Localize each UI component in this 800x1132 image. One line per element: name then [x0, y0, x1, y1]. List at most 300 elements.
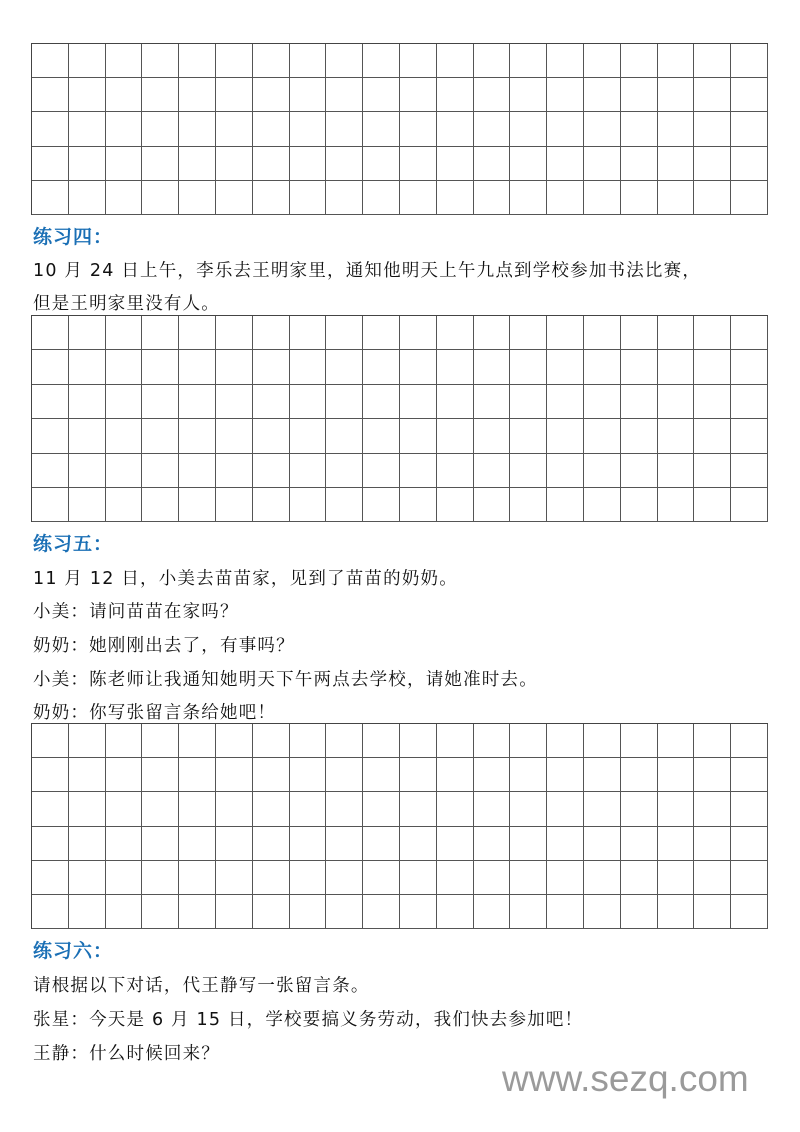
grid-cell: [216, 724, 253, 758]
grid-cell: [106, 454, 143, 488]
grid-cell: [216, 385, 253, 419]
grid-cell: [400, 861, 437, 895]
grid-cell: [658, 419, 695, 453]
grid-cell: [69, 78, 106, 112]
grid-cell: [621, 385, 658, 419]
grid-cell: [584, 44, 621, 78]
grid-cell: [621, 861, 658, 895]
grid-cell: [142, 350, 179, 384]
grid-cell: [69, 724, 106, 758]
grid-cell: [326, 147, 363, 181]
grid-cell: [69, 44, 106, 78]
grid-cell: [216, 895, 253, 929]
grid-cell: [253, 895, 290, 929]
grid-cell: [437, 181, 474, 215]
grid-cell: [437, 316, 474, 350]
grid-cell: [69, 419, 106, 453]
grid-cell: [32, 181, 69, 215]
grid-cell: [547, 758, 584, 792]
grid-cell: [253, 147, 290, 181]
exercise-4-line-2: 但是王明家里没有人。: [33, 294, 220, 314]
grid-cell: [658, 827, 695, 861]
grid-cell: [179, 44, 216, 78]
grid-cell: [437, 827, 474, 861]
watermark: www.sezq.com: [502, 1058, 749, 1099]
grid-cell: [731, 454, 768, 488]
grid-cell: [142, 827, 179, 861]
grid-cell: [253, 78, 290, 112]
grid-cell: [363, 758, 400, 792]
grid-cell: [363, 147, 400, 181]
grid-cell: [69, 385, 106, 419]
grid-cell: [69, 827, 106, 861]
grid-cell: [142, 44, 179, 78]
grid-cell: [547, 827, 584, 861]
grid-cell: [290, 827, 327, 861]
grid-cell: [658, 861, 695, 895]
grid-cell: [253, 758, 290, 792]
grid-cell: [510, 44, 547, 78]
grid-cell: [216, 827, 253, 861]
grid-cell: [326, 724, 363, 758]
grid-cell: [694, 181, 731, 215]
grid-cell: [400, 44, 437, 78]
grid-cell: [658, 147, 695, 181]
grid-cell: [253, 44, 290, 78]
grid-cell: [694, 316, 731, 350]
grid-cell: [510, 861, 547, 895]
grid-cell: [69, 792, 106, 826]
exercise-5-line-4: 小美：陈老师让我通知她明天下午两点去学校，请她准时去。: [33, 670, 538, 690]
grid-cell: [179, 827, 216, 861]
grid-cell: [584, 792, 621, 826]
grid-cell: [694, 724, 731, 758]
grid-cell: [694, 758, 731, 792]
exercise-4-line-1: 10 月 24 日上午，李乐去王明家里，通知他明天上午九点到学校参加书法比赛，: [33, 261, 702, 281]
grid-cell: [106, 724, 143, 758]
grid-cell: [326, 44, 363, 78]
grid-cell: [290, 861, 327, 895]
grid-cell: [142, 454, 179, 488]
grid-cell: [253, 792, 290, 826]
grid-cell: [437, 454, 474, 488]
grid-cell: [510, 488, 547, 522]
grid-cell: [437, 44, 474, 78]
grid-cell: [658, 454, 695, 488]
grid-cell: [400, 792, 437, 826]
grid-cell: [547, 181, 584, 215]
grid-cell: [621, 792, 658, 826]
grid-cell: [142, 792, 179, 826]
grid-cell: [326, 316, 363, 350]
grid-cell: [106, 827, 143, 861]
grid-cell: [547, 147, 584, 181]
grid-cell: [437, 861, 474, 895]
grid-cell: [474, 792, 511, 826]
grid-cell: [547, 78, 584, 112]
exercise-6-line-1: 请根据以下对话，代王静写一张留言条。: [33, 976, 370, 996]
grid-cell: [290, 419, 327, 453]
grid-cell: [658, 724, 695, 758]
grid-cell: [474, 488, 511, 522]
grid-cell: [216, 44, 253, 78]
grid-cell: [510, 895, 547, 929]
grid-cell: [474, 112, 511, 146]
grid-cell: [290, 44, 327, 78]
grid-cell: [106, 112, 143, 146]
exercise-6-line-3: 王静：什么时候回来？: [33, 1044, 220, 1064]
grid-cell: [731, 724, 768, 758]
grid-cell: [731, 350, 768, 384]
grid-cell: [69, 350, 106, 384]
grid-cell: [32, 488, 69, 522]
grid-cell: [621, 758, 658, 792]
grid-cell: [290, 316, 327, 350]
exercise-5-line-5: 奶奶：你写张留言条给她吧！: [33, 703, 277, 723]
grid-cell: [106, 44, 143, 78]
grid-cell: [179, 78, 216, 112]
grid-cell: [290, 895, 327, 929]
grid-cell: [621, 488, 658, 522]
grid-cell: [437, 724, 474, 758]
grid-cell: [106, 181, 143, 215]
grid-cell: [584, 488, 621, 522]
grid-cell: [106, 147, 143, 181]
grid-cell: [694, 112, 731, 146]
grid-cell: [290, 792, 327, 826]
grid-cell: [216, 147, 253, 181]
grid-cell: [437, 385, 474, 419]
grid-cell: [437, 488, 474, 522]
grid-cell: [363, 827, 400, 861]
grid-cell: [547, 419, 584, 453]
grid-cell: [437, 112, 474, 146]
grid-cell: [253, 861, 290, 895]
grid-cell: [363, 861, 400, 895]
grid-cell: [363, 895, 400, 929]
grid-cell: [179, 488, 216, 522]
grid-cell: [363, 419, 400, 453]
grid-cell: [694, 792, 731, 826]
grid-cell: [547, 895, 584, 929]
grid-cell: [32, 895, 69, 929]
grid-cell: [253, 181, 290, 215]
grid-cell: [216, 758, 253, 792]
grid-cell: [547, 792, 584, 826]
grid-cell: [179, 895, 216, 929]
writing-grid-1: [31, 43, 768, 215]
grid-cell: [363, 385, 400, 419]
grid-cell: [32, 350, 69, 384]
grid-cell: [142, 147, 179, 181]
grid-cell: [290, 181, 327, 215]
grid-cell: [731, 316, 768, 350]
grid-cell: [694, 827, 731, 861]
grid-cell: [731, 895, 768, 929]
grid-cell: [694, 419, 731, 453]
grid-cell: [547, 385, 584, 419]
grid-cell: [32, 316, 69, 350]
grid-cell: [179, 419, 216, 453]
grid-cell: [253, 316, 290, 350]
grid-cell: [106, 316, 143, 350]
grid-cell: [326, 488, 363, 522]
grid-cell: [437, 350, 474, 384]
grid-cell: [400, 112, 437, 146]
grid-cell: [179, 385, 216, 419]
grid-cell: [474, 895, 511, 929]
grid-cell: [584, 861, 621, 895]
grid-cell: [437, 419, 474, 453]
grid-cell: [142, 895, 179, 929]
grid-cell: [474, 316, 511, 350]
grid-cell: [216, 112, 253, 146]
grid-cell: [510, 78, 547, 112]
exercise-6-line-2: 张星：今天是 6 月 15 日，学校要搞义务劳动，我们快去参加吧！: [33, 1010, 584, 1030]
grid-cell: [437, 895, 474, 929]
grid-cell: [400, 419, 437, 453]
grid-cell: [216, 350, 253, 384]
writing-grid-3: [31, 723, 768, 929]
exercise-5-line-2: 小美：请问苗苗在家吗？: [33, 602, 239, 622]
grid-cell: [69, 316, 106, 350]
grid-cell: [621, 454, 658, 488]
grid-cell: [290, 758, 327, 792]
grid-cell: [584, 112, 621, 146]
grid-cell: [290, 454, 327, 488]
grid-cell: [253, 488, 290, 522]
grid-cell: [400, 78, 437, 112]
grid-cell: [400, 316, 437, 350]
grid-cell: [179, 724, 216, 758]
grid-cell: [69, 758, 106, 792]
grid-cell: [326, 181, 363, 215]
grid-cell: [32, 454, 69, 488]
grid-cell: [694, 44, 731, 78]
grid-cell: [253, 350, 290, 384]
grid-cell: [584, 758, 621, 792]
grid-cell: [658, 112, 695, 146]
grid-cell: [474, 147, 511, 181]
grid-cell: [142, 419, 179, 453]
grid-cell: [658, 488, 695, 522]
grid-cell: [32, 724, 69, 758]
grid-cell: [658, 316, 695, 350]
grid-cell: [658, 350, 695, 384]
grid-cell: [731, 385, 768, 419]
grid-cell: [179, 792, 216, 826]
grid-cell: [326, 78, 363, 112]
grid-cell: [584, 316, 621, 350]
grid-cell: [253, 827, 290, 861]
grid-cell: [510, 792, 547, 826]
grid-cell: [326, 350, 363, 384]
grid-cell: [584, 350, 621, 384]
grid-cell: [621, 724, 658, 758]
grid-cell: [142, 181, 179, 215]
grid-cell: [400, 454, 437, 488]
grid-cell: [584, 385, 621, 419]
writing-grid-2: [31, 315, 768, 522]
grid-cell: [326, 758, 363, 792]
grid-cell: [290, 385, 327, 419]
grid-cell: [510, 316, 547, 350]
grid-cell: [547, 316, 584, 350]
grid-cell: [658, 44, 695, 78]
grid-cell: [621, 419, 658, 453]
grid-cell: [584, 827, 621, 861]
grid-cell: [290, 488, 327, 522]
grid-cell: [694, 385, 731, 419]
grid-cell: [363, 112, 400, 146]
grid-cell: [474, 350, 511, 384]
grid-cell: [179, 112, 216, 146]
grid-cell: [142, 385, 179, 419]
grid-cell: [179, 454, 216, 488]
grid-cell: [142, 316, 179, 350]
grid-cell: [32, 112, 69, 146]
grid-cell: [400, 758, 437, 792]
grid-cell: [510, 454, 547, 488]
grid-cell: [510, 419, 547, 453]
grid-cell: [474, 758, 511, 792]
grid-cell: [474, 44, 511, 78]
grid-cell: [658, 385, 695, 419]
grid-cell: [731, 147, 768, 181]
grid-cell: [32, 758, 69, 792]
grid-cell: [474, 181, 511, 215]
grid-cell: [437, 147, 474, 181]
grid-cell: [400, 350, 437, 384]
grid-cell: [621, 181, 658, 215]
grid-cell: [584, 147, 621, 181]
grid-cell: [731, 112, 768, 146]
grid-cell: [547, 350, 584, 384]
grid-cell: [400, 895, 437, 929]
grid-cell: [106, 350, 143, 384]
grid-cell: [510, 724, 547, 758]
grid-cell: [400, 488, 437, 522]
grid-cell: [106, 419, 143, 453]
grid-cell: [510, 385, 547, 419]
grid-cell: [694, 488, 731, 522]
grid-cell: [510, 147, 547, 181]
grid-cell: [621, 827, 658, 861]
grid-cell: [363, 350, 400, 384]
grid-cell: [253, 112, 290, 146]
grid-cell: [32, 792, 69, 826]
grid-cell: [179, 861, 216, 895]
grid-cell: [216, 861, 253, 895]
grid-cell: [179, 758, 216, 792]
grid-cell: [658, 78, 695, 112]
grid-cell: [731, 758, 768, 792]
grid-cell: [69, 895, 106, 929]
grid-cell: [621, 895, 658, 929]
grid-cell: [326, 861, 363, 895]
grid-cell: [363, 78, 400, 112]
grid-cell: [474, 385, 511, 419]
grid-cell: [621, 78, 658, 112]
grid-cell: [363, 488, 400, 522]
grid-cell: [179, 181, 216, 215]
grid-cell: [106, 758, 143, 792]
grid-cell: [142, 861, 179, 895]
grid-cell: [290, 78, 327, 112]
grid-cell: [179, 316, 216, 350]
grid-cell: [363, 724, 400, 758]
grid-cell: [142, 78, 179, 112]
grid-cell: [106, 385, 143, 419]
grid-cell: [32, 419, 69, 453]
exercise-6-heading: 练习六：: [33, 940, 114, 962]
grid-cell: [547, 112, 584, 146]
grid-cell: [621, 350, 658, 384]
grid-cell: [216, 316, 253, 350]
grid-cell: [69, 861, 106, 895]
grid-cell: [584, 419, 621, 453]
grid-cell: [106, 78, 143, 112]
grid-cell: [363, 316, 400, 350]
grid-cell: [69, 112, 106, 146]
grid-cell: [179, 147, 216, 181]
grid-cell: [658, 895, 695, 929]
grid-cell: [32, 861, 69, 895]
grid-cell: [621, 147, 658, 181]
grid-cell: [326, 895, 363, 929]
grid-cell: [731, 861, 768, 895]
grid-cell: [547, 724, 584, 758]
grid-cell: [731, 792, 768, 826]
grid-cell: [621, 316, 658, 350]
grid-cell: [106, 861, 143, 895]
grid-cell: [326, 827, 363, 861]
grid-cell: [474, 724, 511, 758]
grid-cell: [216, 454, 253, 488]
grid-cell: [326, 454, 363, 488]
grid-cell: [290, 350, 327, 384]
grid-cell: [474, 827, 511, 861]
grid-cell: [32, 385, 69, 419]
grid-cell: [400, 724, 437, 758]
grid-cell: [106, 488, 143, 522]
grid-cell: [290, 147, 327, 181]
grid-cell: [694, 454, 731, 488]
grid-cell: [510, 181, 547, 215]
grid-cell: [731, 44, 768, 78]
grid-cell: [142, 488, 179, 522]
grid-cell: [69, 181, 106, 215]
grid-cell: [253, 385, 290, 419]
grid-cell: [474, 78, 511, 112]
grid-cell: [253, 724, 290, 758]
grid-cell: [731, 827, 768, 861]
grid-cell: [584, 181, 621, 215]
grid-cell: [363, 454, 400, 488]
grid-cell: [547, 454, 584, 488]
grid-cell: [32, 44, 69, 78]
grid-cell: [731, 78, 768, 112]
grid-cell: [363, 792, 400, 826]
grid-cell: [363, 181, 400, 215]
grid-cell: [510, 112, 547, 146]
grid-cell: [694, 147, 731, 181]
grid-cell: [69, 454, 106, 488]
grid-cell: [290, 724, 327, 758]
grid-cell: [621, 112, 658, 146]
grid-cell: [584, 78, 621, 112]
grid-cell: [474, 861, 511, 895]
